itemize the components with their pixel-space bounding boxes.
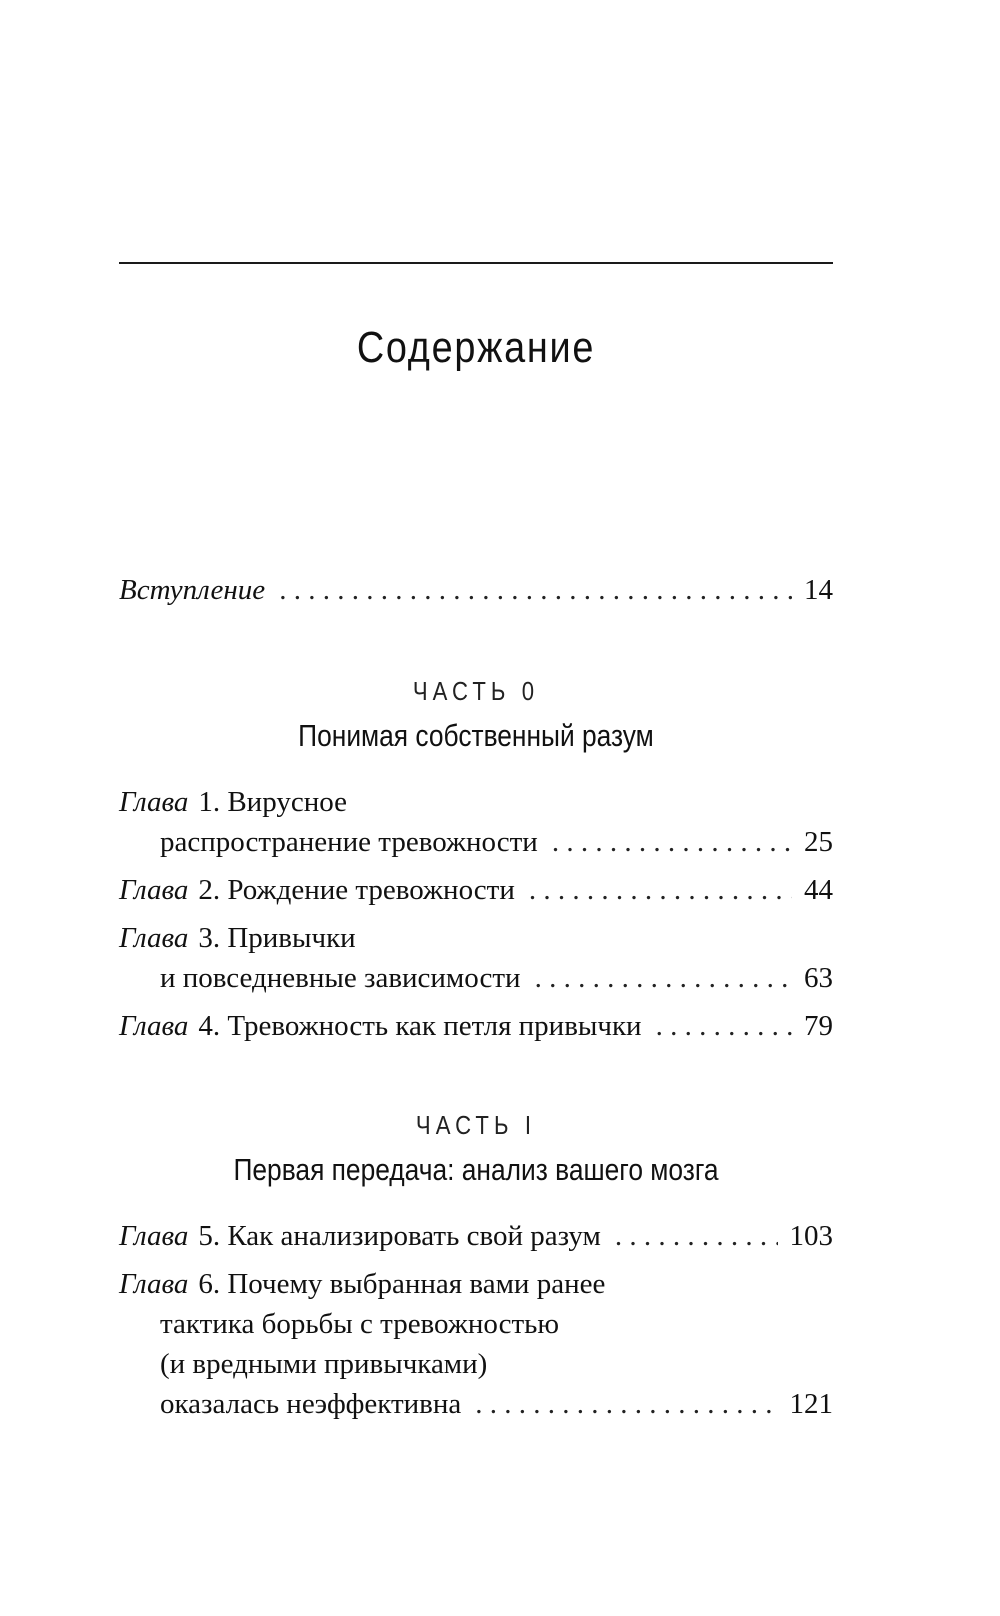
chapter-title-line: Вирусное [227, 786, 347, 818]
chapter-title-line: Привычки [227, 922, 356, 954]
toc-entry-chapter-3[interactable] [119, 918, 833, 998]
toc-entry-chapter-2[interactable] [119, 870, 833, 910]
toc-entry-intro[interactable] [119, 570, 833, 610]
page-number: 63 [804, 962, 833, 994]
page-number: 44 [804, 874, 833, 906]
chapter-number: 1. [198, 786, 221, 818]
page-title: Содержание [356, 323, 596, 372]
chapter-title-line: Тревожность как петля привычки [227, 1010, 642, 1042]
dot-leader [535, 958, 792, 998]
part-label: ЧАСТЬ I [415, 1110, 537, 1140]
chapter-title-line: оказалась неэффективна [160, 1388, 462, 1420]
chapter-number: 4. [198, 1010, 221, 1042]
toc-entry-chapter-4[interactable] [119, 1006, 833, 1046]
chapter-title-line: и повседневные зависимости [160, 962, 521, 994]
top-rule [119, 262, 833, 264]
chapter-prefix: Глава [119, 786, 189, 818]
page-number: 121 [789, 1388, 833, 1420]
chapter-title-line: Почему выбранная вами ранее [227, 1268, 606, 1300]
chapter-number: 5. [198, 1220, 221, 1252]
page-number: 79 [804, 1010, 833, 1042]
chapter-prefix: Глава [119, 1268, 189, 1300]
chapter-title-line: Рождение тревожности [227, 874, 515, 906]
chapter-prefix: Глава [119, 922, 189, 954]
chapter-title-line: распространение тревожности [160, 826, 538, 858]
toc-entry-chapter-6[interactable] [119, 1264, 833, 1424]
toc-entry-chapter-1[interactable] [119, 782, 833, 862]
part-label: ЧАСТЬ 0 [412, 676, 540, 706]
chapter-title-line: Как анализировать свой разум [227, 1220, 601, 1252]
dot-leader [475, 1384, 777, 1424]
part-title: Понимая собственный разум [298, 718, 654, 753]
dot-leader [615, 1216, 778, 1256]
chapter-number: 6. [198, 1268, 221, 1300]
dot-leader [279, 570, 792, 610]
chapter-prefix: Глава [119, 1010, 189, 1042]
dot-leader [529, 870, 792, 910]
part-title: Первая передача: анализ вашего мозга [233, 1152, 719, 1187]
dot-leader [552, 822, 792, 862]
page-number: 103 [789, 1220, 833, 1252]
toc-entry-chapter-5[interactable] [119, 1216, 833, 1256]
chapter-number: 3. [198, 922, 221, 954]
dot-leader [656, 1006, 792, 1046]
chapter-title-line: тактика борьбы с тревожностью [160, 1308, 560, 1340]
chapter-prefix: Глава [119, 874, 189, 906]
chapter-prefix: Глава [119, 1220, 189, 1252]
intro-label: Вступление [119, 574, 266, 606]
chapter-title-line: (и вредными привычками) [160, 1348, 488, 1380]
page-number: 25 [804, 826, 833, 858]
chapter-number: 2. [198, 874, 221, 906]
page-number: 14 [804, 574, 833, 606]
